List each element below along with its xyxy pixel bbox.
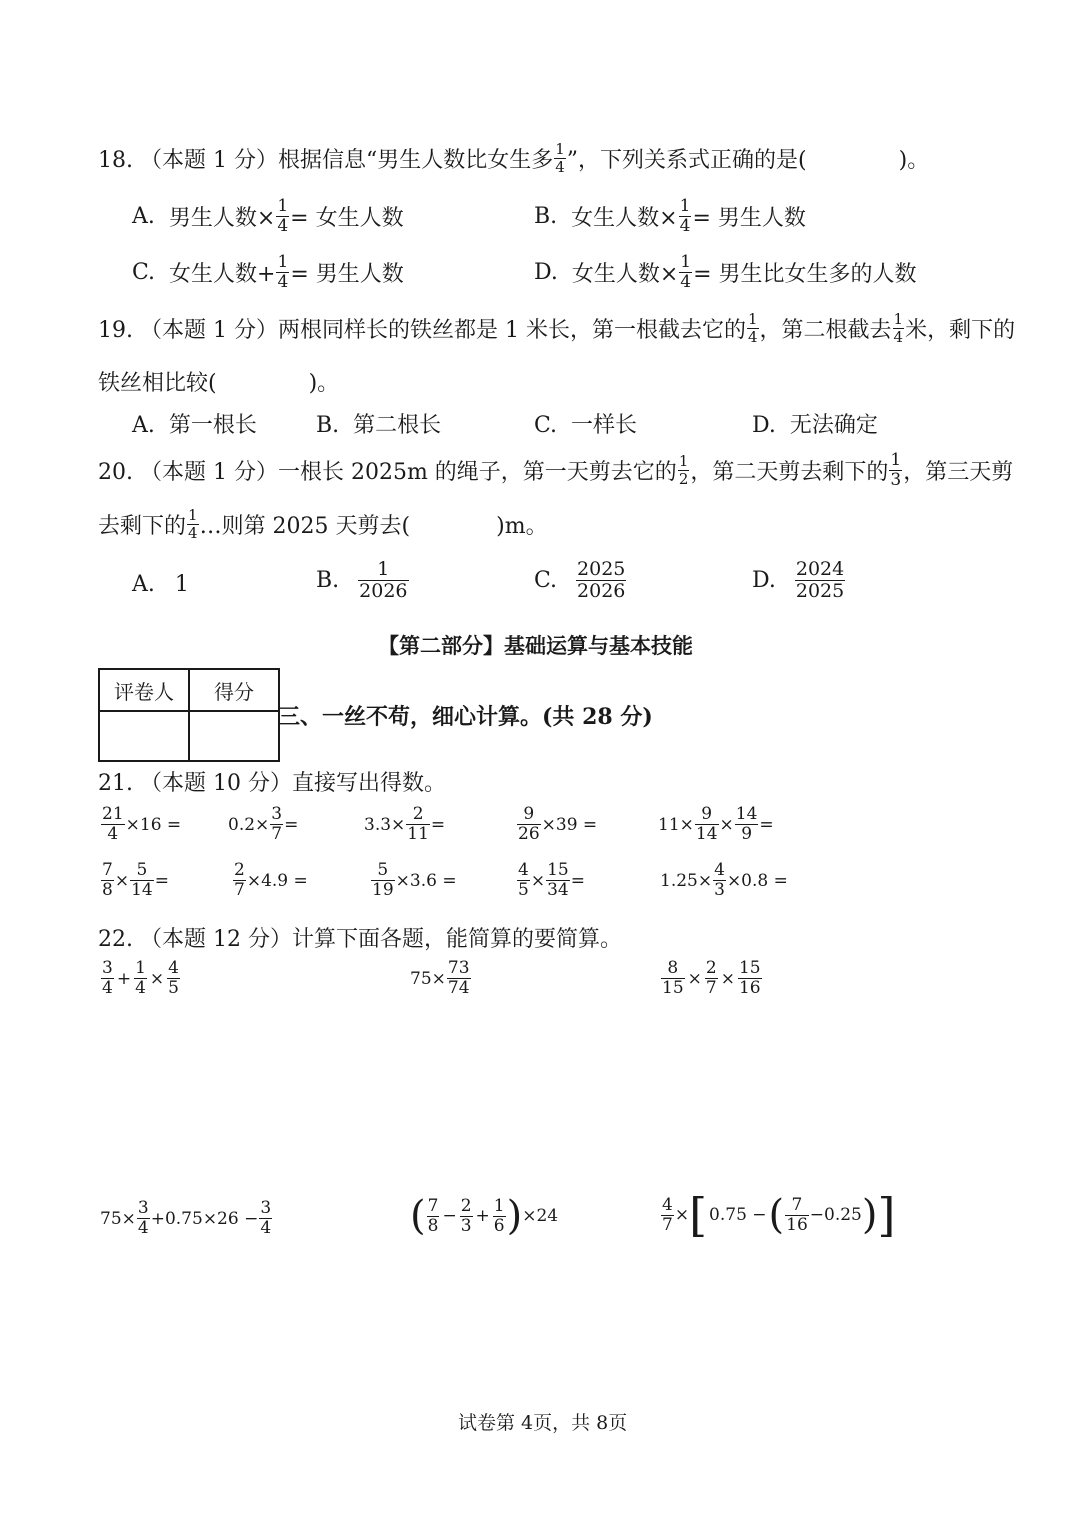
score-table [98, 668, 280, 762]
q18-option-a[interactable]: A. 男生人数× $\frac{1}{4}$ = 女生人数 [132, 196, 404, 236]
q21-item[interactable]: $\frac{9}{26}$ ×39 = [518, 804, 598, 844]
q21-stem: 21. （本题 10 分）直接写出得数。 [98, 771, 446, 796]
q20-stem-line2: 去剩下的 $\frac{1}{4}$ …则第 2025 天剪去( )m。 [98, 506, 548, 542]
q19-option-b[interactable]: B. 第二根长 [316, 413, 442, 438]
q19-option-a[interactable]: A. 第一根长 [132, 413, 257, 438]
q18-option-d[interactable]: D. 女生人数× $\frac{1}{4}$ = 男生比女生多的人数 [534, 252, 917, 292]
q20-option-d[interactable]: D. $\frac{2024}{2025}$ [752, 558, 845, 602]
q21-item[interactable]: $\frac{5}{19}$ ×3.6 = [372, 860, 457, 900]
q18-option-b[interactable]: B. 女生人数× $\frac{1}{4}$ = 男生人数 [534, 196, 806, 236]
q20-option-a[interactable]: A. 1 [132, 572, 189, 597]
q18-stem-a: 18. （本题 1 分）根据信息“男生人数比女生多 [98, 148, 554, 173]
q20-stem: 20. （本题 1 分）一根长 2025m 的绳子，第一天剪去它的 $\frac{1}{2}$ ，第二天剪去剩下的 $\frac{1}{3}$ ，第三天剪 [98, 450, 1014, 490]
q19-option-d[interactable]: D. 无法确定 [752, 413, 878, 438]
q18-stem-b: ”，下列关系式正确的是( [566, 148, 807, 173]
q21-item[interactable]: 11× $\frac{9}{14}$ × $\frac{14}{9}$ = [658, 804, 774, 844]
reviewer-cell [99, 711, 189, 761]
q19-option-c[interactable]: C. 一样长 [534, 413, 638, 438]
q18-option-c[interactable]: C. 女生人数+ $\frac{1}{4}$ = 男生人数 [132, 252, 404, 292]
section3-heading: 三、一丝不苟，细心计算。(共 28 分) [278, 704, 653, 730]
score-cell [189, 711, 279, 761]
q22-expr-6[interactable]: $\frac{4}{7}$ × [ 0.75 − ( $\frac{7}{16}$ −0.25 ) ] [662, 1188, 896, 1242]
page-footer: 试卷第 4页，共 8页 [458, 1412, 628, 1434]
reviewer-header: 评卷人 [99, 669, 189, 711]
q18-stem-c: )。 [898, 148, 930, 173]
q21-item[interactable]: 1.25× $\frac{4}{3}$ ×0.8 = [660, 860, 788, 900]
q22-expr-3[interactable]: $\frac{8}{15}$ × $\frac{2}{7}$ × $\frac{15}{16}$ [662, 958, 761, 998]
q22-stem: 22. （本题 12 分）计算下面各题，能简算的要简算。 [98, 927, 622, 952]
q21-item[interactable]: 0.2× $\frac{3}{7}$ = [228, 804, 299, 844]
q18-frac: $\frac{1}{4}$ [555, 140, 565, 176]
q22-expr-5[interactable]: ( $\frac{7}{8}$ − $\frac{2}{3}$ + $\frac{1}{6}$ ) ×24 [410, 1193, 559, 1239]
score-header: 得分 [189, 669, 279, 711]
q20-option-c[interactable]: C. $\frac{2025}{2026}$ [534, 558, 626, 602]
q22-expr-2[interactable]: 75× $\frac{73}{74}$ [410, 958, 470, 998]
part2-title: 【第二部分】基础运算与基本技能 [378, 634, 693, 658]
q21-item[interactable]: 3.3× $\frac{2}{11}$ = [364, 804, 446, 844]
q18-stem [98, 142, 929, 175]
q19-stem-line2: 铁丝相比较( )。 [98, 371, 340, 396]
q19-stem: 19. （本题 1 分）两根同样长的铁丝都是 1 米长，第一根截去它的 $\frac{1}{4}$ ，第二根截去 $\frac{1}{4}$ 米，剩下的 [98, 310, 1016, 346]
q21-item[interactable]: $\frac{7}{8}$ × $\frac{5}{14}$ = [102, 860, 169, 900]
q22-expr-1[interactable]: $\frac{3}{4}$ + $\frac{1}{4}$ × $\frac{4}{5}$ [102, 958, 179, 998]
q20-option-b[interactable]: B. $\frac{1}{2026}$ [316, 558, 408, 602]
q21-item[interactable]: $\frac{4}{5}$ × $\frac{15}{34}$ = [518, 860, 585, 900]
q22-expr-4[interactable]: 75× $\frac{3}{4}$ +0.75×26 − $\frac{3}{4}$ [100, 1198, 272, 1238]
q21-item[interactable]: $\frac{2}{7}$ ×4.9 = [234, 860, 308, 900]
q21-item[interactable]: $\frac{21}{4}$ ×16 = [102, 804, 182, 844]
